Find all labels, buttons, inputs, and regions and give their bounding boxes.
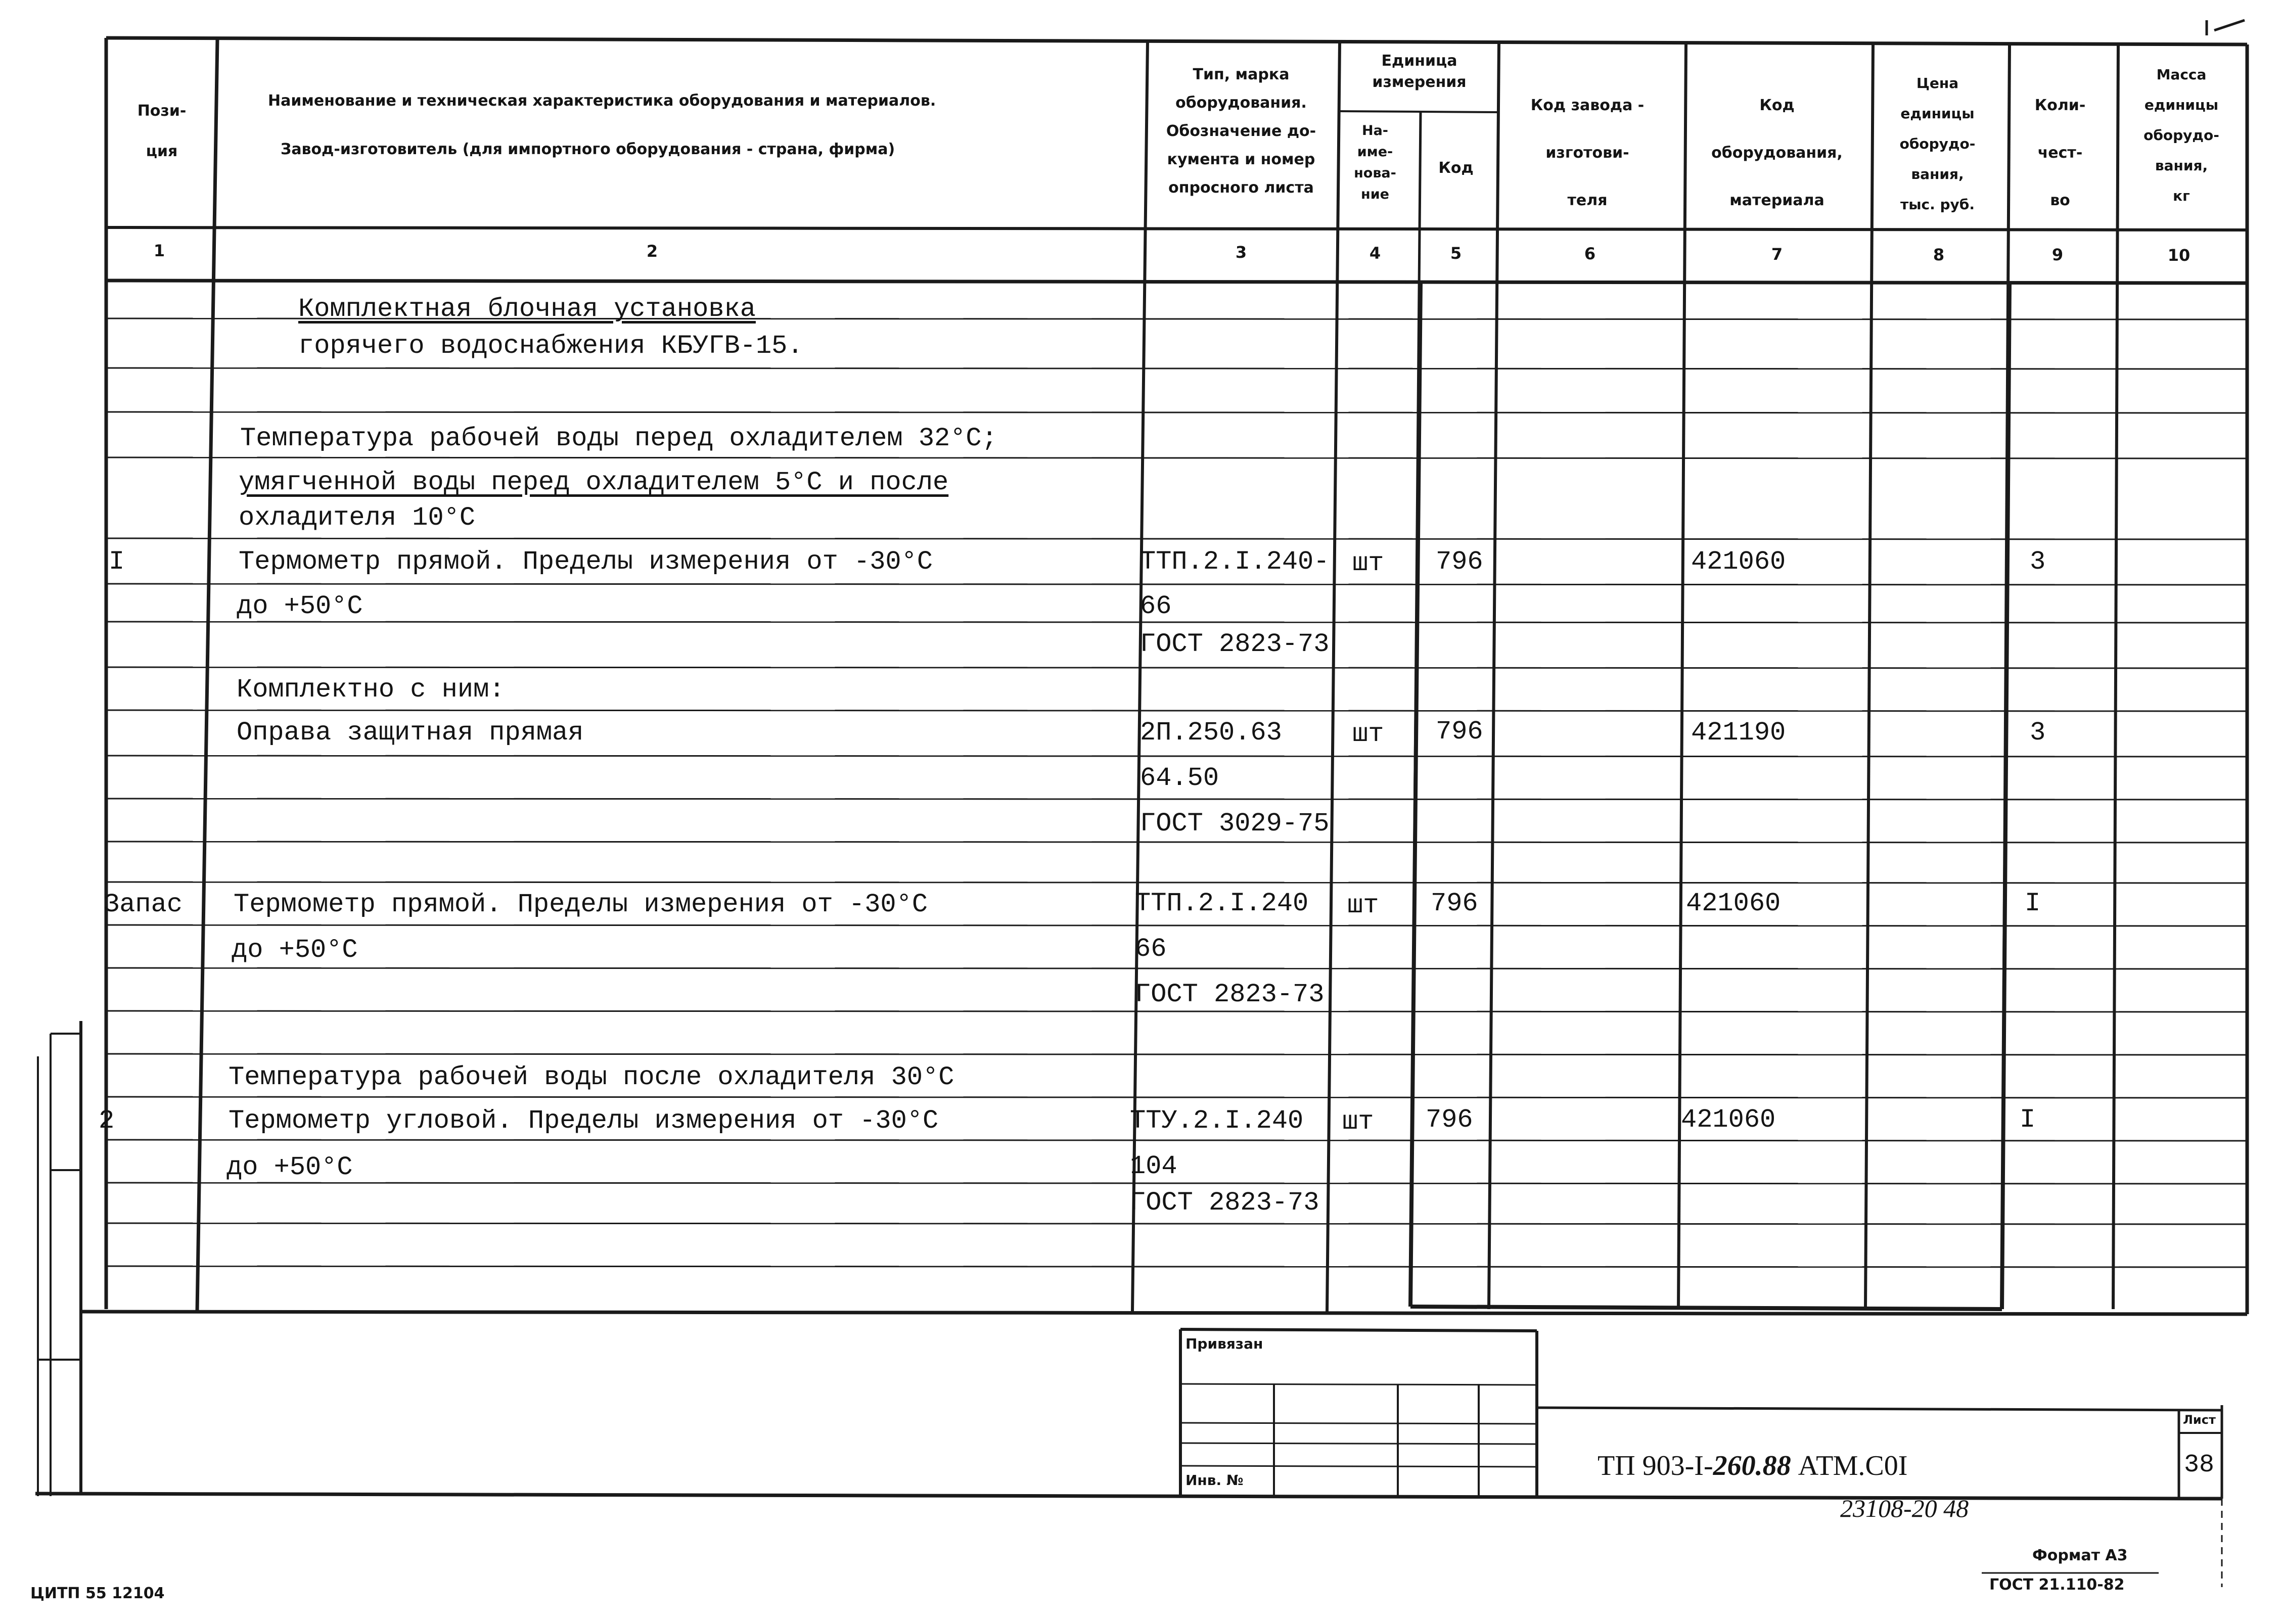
col-number-6: 6 (1584, 244, 1596, 263)
document-code (1598, 1450, 1907, 1482)
col-number-5: 5 (1450, 244, 1462, 263)
col-number-8: 8 (1933, 245, 1945, 264)
row4-type-1: ТТУ.2.I.240 (1130, 1106, 1304, 1136)
col-number-9: 9 (2051, 245, 2064, 264)
row1-material-code: 421060 (1691, 547, 1786, 577)
sheet-label: Лист (2183, 1413, 2216, 1427)
gost-label: ГОСТ 21.110-82 (1989, 1576, 2125, 1594)
row4-material-code: 421060 (1681, 1105, 1776, 1135)
header-type: Тип, марка оборудования. Обозначение до- кумента и номер опросного листа (1166, 66, 1316, 197)
note-temperature-3: охладителя 10°С (239, 503, 476, 533)
row2-type-1: 2П.250.63 (1140, 718, 1282, 748)
row4-position: 2 (99, 1106, 115, 1136)
row3-unit: шт (1347, 891, 1379, 920)
row1-name-2: до +50°С (237, 591, 363, 621)
header-mass: Масса единицы оборудо- вания, кг (2143, 66, 2219, 204)
document-code-suffix: АТМ.С0I (1791, 1450, 1908, 1481)
header-name-line2: Завод-изготовитель (для импортного оборудования - страна, фирма) (281, 141, 895, 158)
row3-position: Запас (104, 890, 183, 919)
print-stamp: ЦИТП 55 12104 (30, 1585, 165, 1602)
col-number-3: 3 (1235, 243, 1247, 262)
row3-name-2: до +50°С (232, 935, 358, 965)
row4-unit: шт (1342, 1107, 1374, 1137)
title-line-2: горячего водоснабжения КБУГВ-15. (298, 331, 803, 361)
row2-unit-code: 796 (1436, 717, 1483, 747)
row1-unit: шт (1352, 548, 1384, 578)
row4-name-2: до +50°С (226, 1152, 353, 1182)
row4-type-3: ГОСТ 2823-73 (1130, 1188, 1319, 1218)
format-label: Формат А3 (2032, 1547, 2128, 1564)
document-code-hand: 260.88 (1713, 1450, 1791, 1481)
row2-type-2: 64.50 (1140, 763, 1219, 793)
note-temperature-2: умягченной воды перед охладителем 5°С и после (239, 468, 949, 497)
row3-name: Термометр прямой. Пределы измерения от -30°С (234, 890, 928, 919)
row3-material-code: 421060 (1686, 889, 1781, 918)
row3-unit-code: 796 (1431, 889, 1478, 918)
col-number-7: 7 (1771, 245, 1783, 264)
inventory-label: Инв. № (1185, 1472, 1244, 1489)
row2-name: Оправа защитная прямая (237, 718, 584, 748)
header-quantity: Коли- чест- во (2034, 97, 2086, 209)
header-unit-group: Единица измерения (1372, 52, 1467, 91)
row1-name: Термометр прямой. Пределы измерения от -30°С (239, 547, 933, 577)
row1-type-3: ГОСТ 2823-73 (1140, 629, 1330, 659)
row1-type-1: ТТП.2.I.240- (1140, 547, 1330, 577)
note-temperature-1: Температура рабочей воды перед охладителем 32°С; (240, 424, 997, 453)
col-number-1: 1 (153, 241, 165, 260)
row1-quantity: 3 (2030, 547, 2046, 577)
row1-position: I (109, 547, 125, 577)
row4-type-2: 104 (1130, 1151, 1177, 1181)
row3-type-1: ТТП.2.I.240 (1135, 889, 1309, 918)
header-position: Пози- ция (137, 102, 187, 160)
col-number-2: 2 (646, 242, 658, 261)
col-number-10: 10 (2167, 246, 2191, 265)
document-code-prefix: ТП 903-I- (1598, 1450, 1713, 1481)
header-unit-name: На- име- нова- ние (1354, 123, 1396, 202)
row2-material-code: 421190 (1691, 718, 1786, 748)
row3-type-2: 66 (1135, 934, 1167, 964)
privyazan-label: Привязан (1185, 1335, 1263, 1352)
sheet-number: 38 (2184, 1451, 2215, 1479)
row3-quantity: I (2025, 889, 2041, 918)
note-temperature-after: Температура рабочей воды после охладителя 30°С (229, 1062, 954, 1092)
header-price: Цена единицы оборудо- вания, тыс. руб. (1899, 75, 1976, 213)
handwritten-number: 23108-20 48 (1840, 1494, 1969, 1522)
row1-unit-code: 796 (1436, 547, 1483, 577)
kompl-label: Комплектно с ним: (237, 675, 505, 705)
col-number-4: 4 (1369, 244, 1381, 263)
row1-type-2: 66 (1140, 591, 1172, 621)
row3-type-3: ГОСТ 2823-73 (1135, 980, 1325, 1009)
header-name-line1: Наименование и техническая характеристика оборудования и материалов. (268, 92, 936, 110)
header-unit-code: Код (1438, 159, 1474, 177)
row4-quantity: I (2020, 1105, 2036, 1135)
row2-quantity: 3 (2030, 718, 2046, 748)
row2-unit: шт (1352, 719, 1384, 749)
header-equipment-code: Код оборудования, материала (1711, 97, 1843, 209)
row2-type-3: ГОСТ 3029-75 (1140, 809, 1330, 839)
row4-name: Термометр угловой. Пределы измерения от -30°С (229, 1106, 939, 1136)
row4-unit-code: 796 (1426, 1105, 1473, 1135)
title-line-1: Комплектная блочная установка (298, 294, 756, 324)
header-factory-code: Код завода - изготови- теля (1530, 97, 1645, 209)
